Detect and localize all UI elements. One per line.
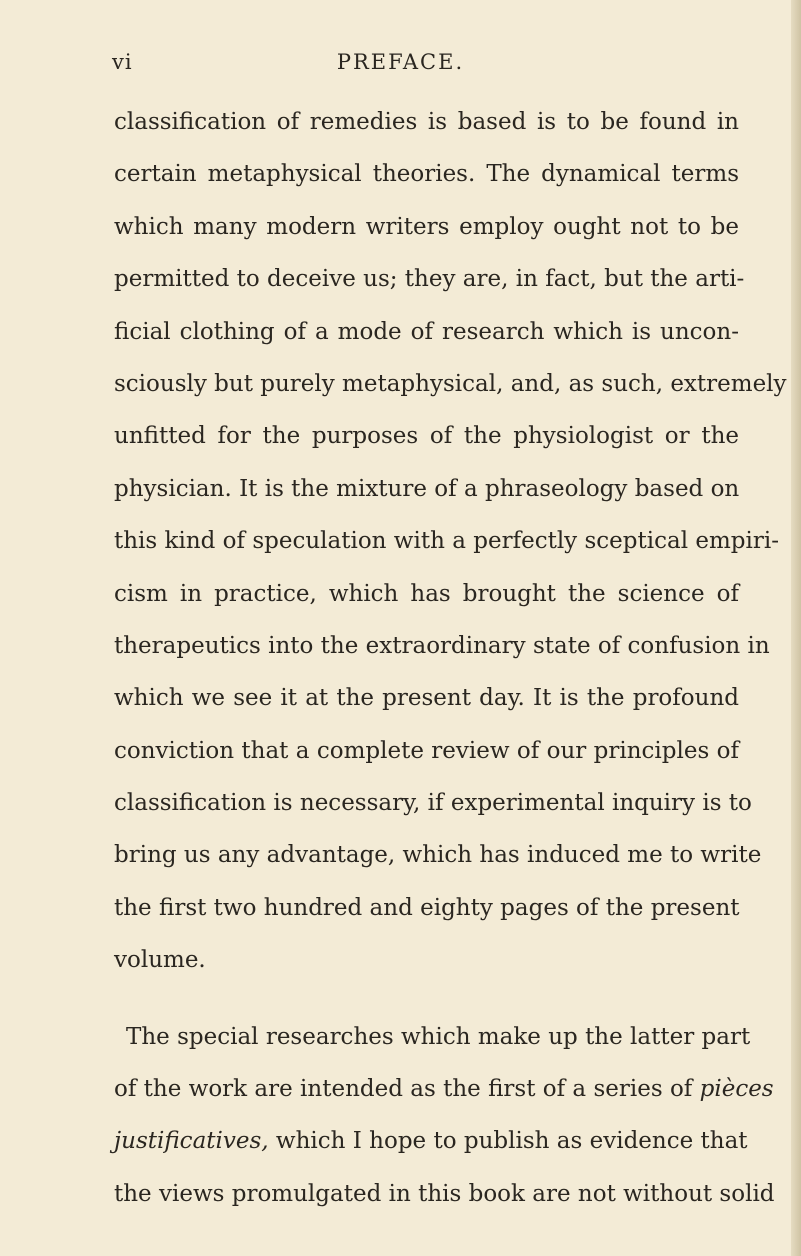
text-line: the first two hundred and eighty pages of the present — [114, 894, 740, 921]
paragraph-gap — [114, 987, 739, 1011]
running-title: PREFACE. — [336, 50, 465, 74]
page-edge — [791, 0, 801, 1256]
paragraph — [114, 96, 787, 987]
body-text — [114, 96, 787, 1220]
text-line: unfitted for the purposes of the physiologist or the — [114, 423, 739, 450]
text-line — [114, 1063, 774, 1115]
italic-text-run: justificatives, — [114, 1128, 269, 1155]
text-line: which many modern writers employ ought not to be — [114, 213, 739, 240]
text-line: sciously but purely metaphysical, and, as such, extremely — [114, 370, 787, 397]
text-line: cism in practice, which has brought the science of — [114, 580, 739, 607]
page-header — [0, 50, 801, 80]
text-line: The special researches which make up the latter part — [126, 1023, 751, 1050]
text-line: classification is necessary, if experimental inquiry is to — [114, 790, 752, 817]
text-line: certain metaphysical theories. The dynamical terms — [114, 161, 739, 188]
text-line: ficial clothing of a mode of research which is uncon- — [114, 318, 739, 345]
text-run: which I hope to publish as evidence that — [268, 1128, 748, 1155]
text-line: classification of remedies is based is to be found in — [114, 109, 739, 135]
page-number: vi — [112, 50, 133, 74]
text-line: permitted to deceive us; they are, in fact, but the arti- — [114, 266, 745, 293]
text-line: therapeutics into the extraordinary state of confusion in — [114, 632, 770, 659]
paragraph — [114, 1011, 775, 1221]
text-line: bring us any advantage, which has induced me to write — [114, 842, 762, 869]
text-line: the views promulgated in this book are not without solid — [114, 1180, 775, 1207]
text-line: this kind of speculation with a perfectly sceptical empiri- — [114, 528, 779, 555]
text-line: volume. — [114, 947, 206, 974]
text-line — [114, 1115, 748, 1167]
text-run: of the work are intended as the first of a series of — [114, 1076, 700, 1103]
italic-text-run: pièces — [699, 1076, 774, 1103]
text-line: physician. It is the mixture of a phraseology based on — [114, 475, 740, 502]
text-line: conviction that a complete review of our principles of — [114, 737, 739, 764]
text-line: which we see it at the present day. It is the profound — [114, 685, 739, 712]
